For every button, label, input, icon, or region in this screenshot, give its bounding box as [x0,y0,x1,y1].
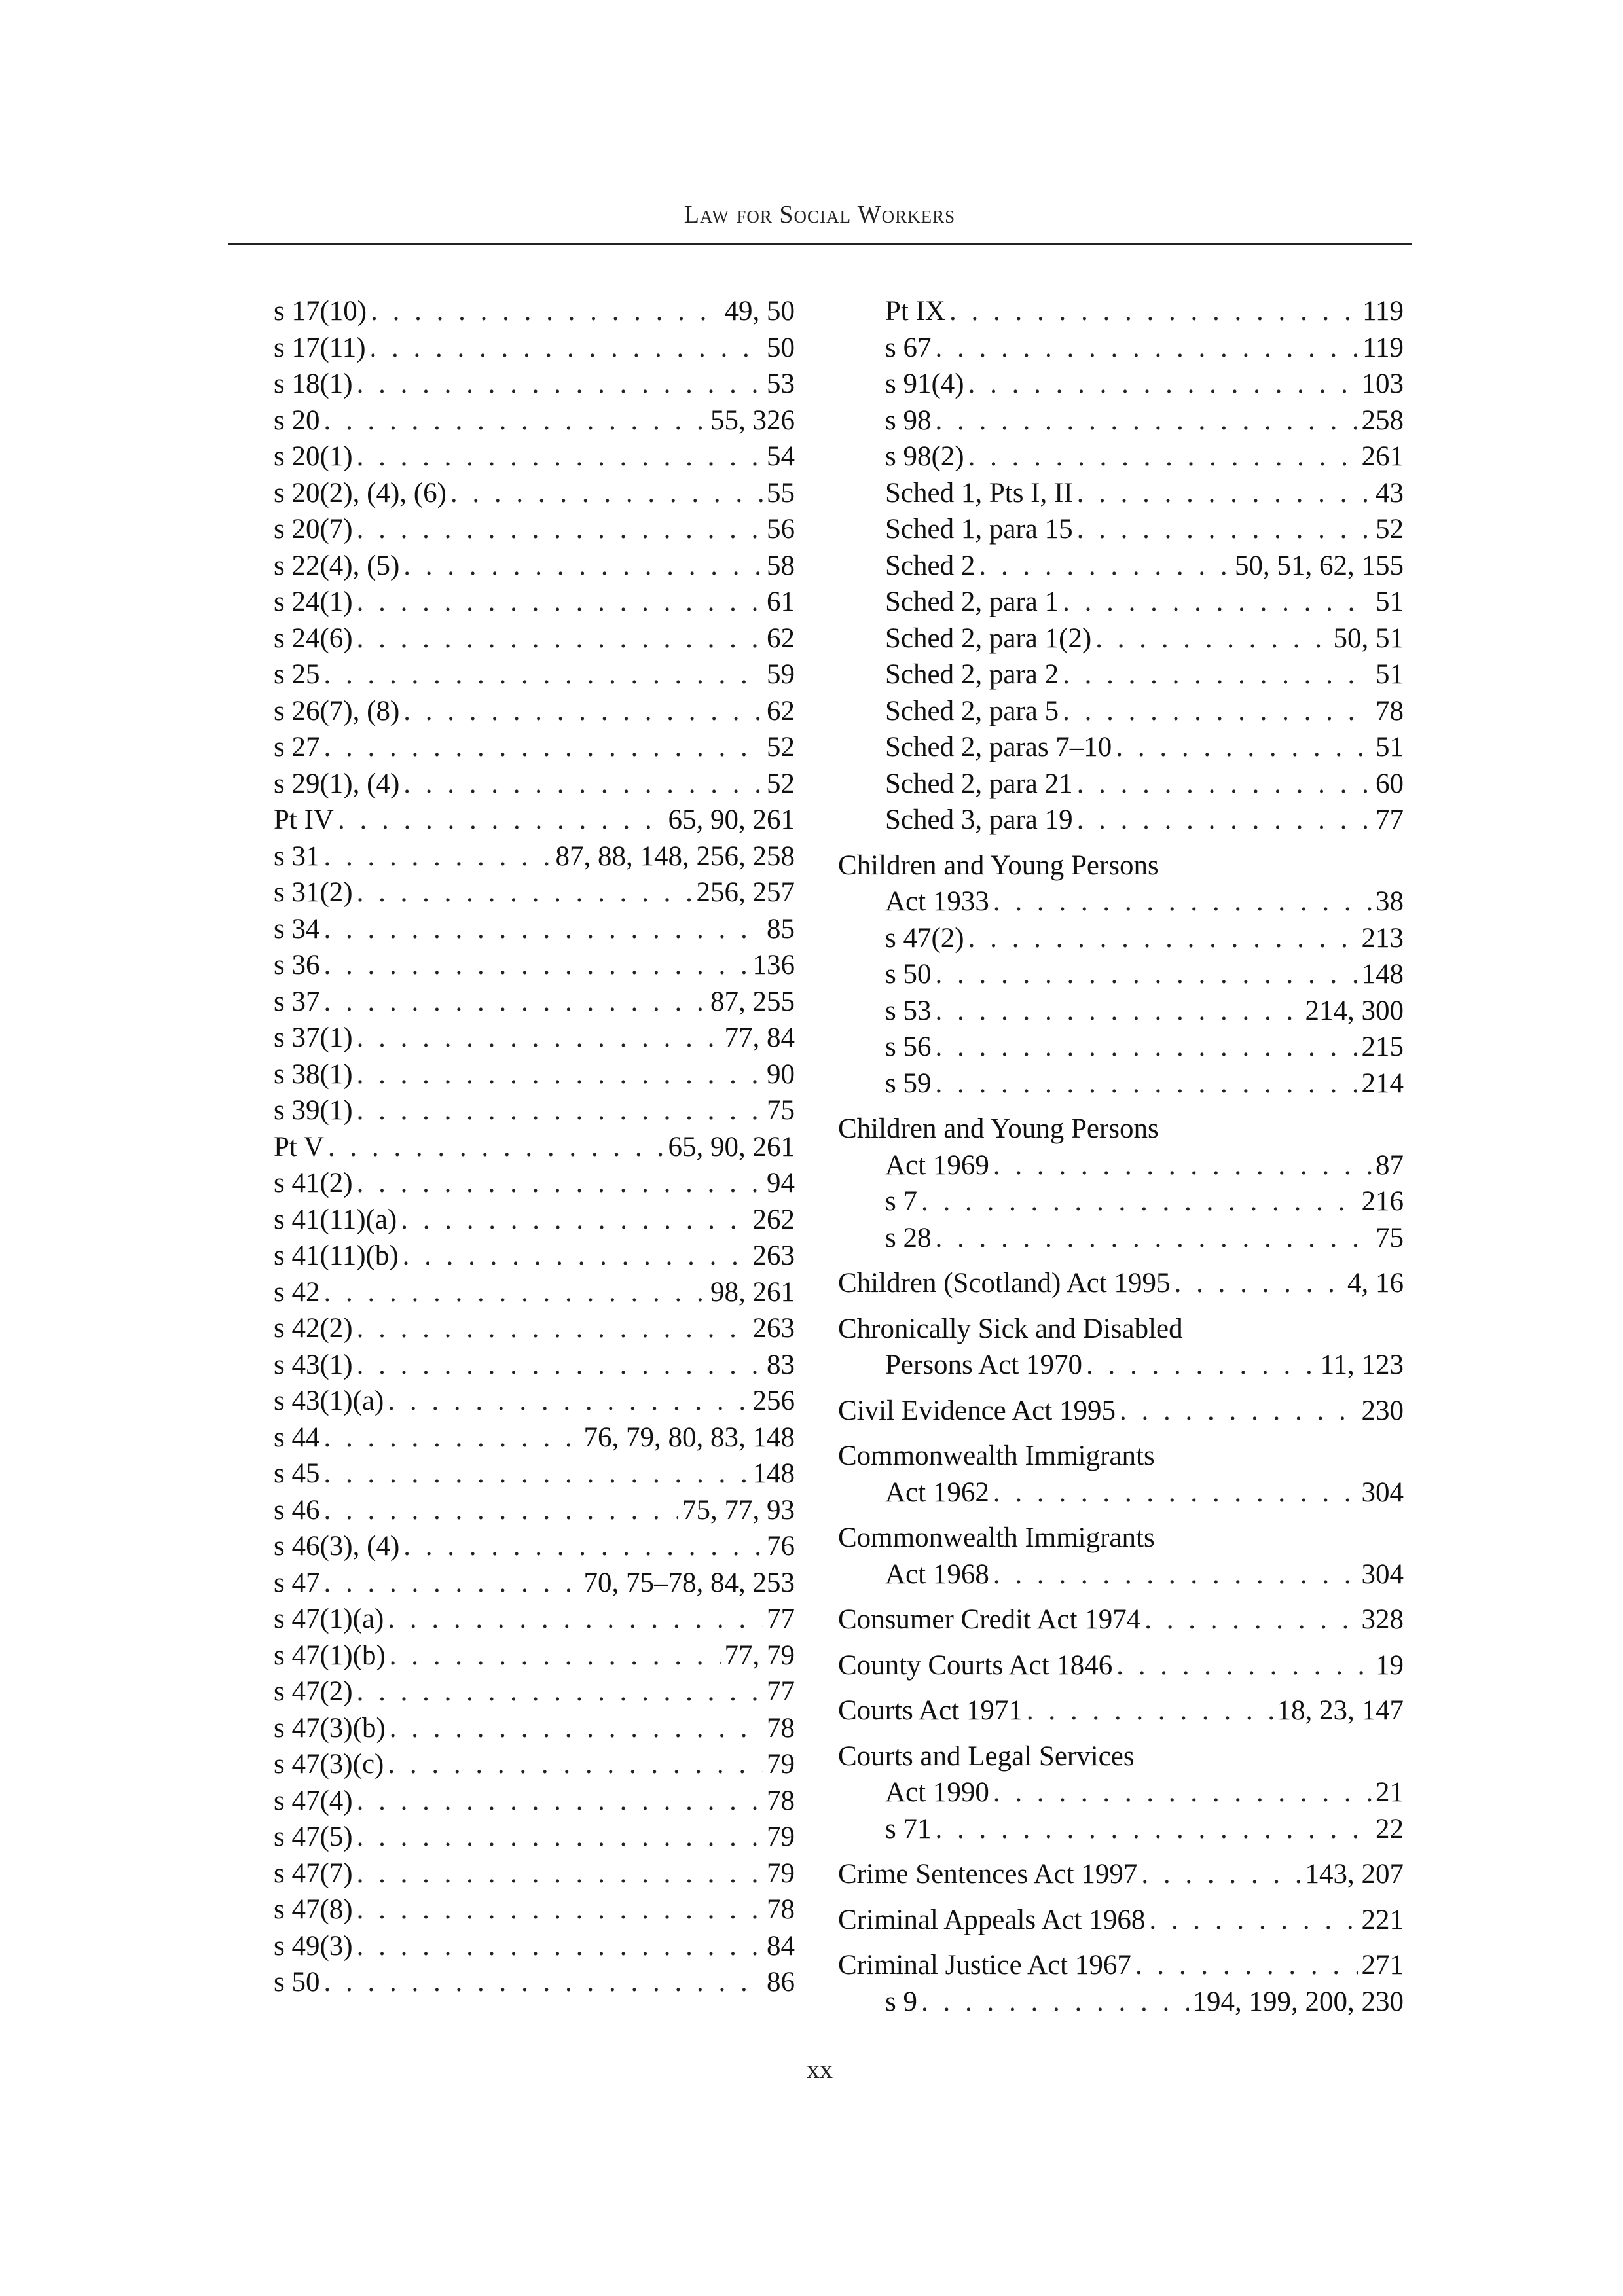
index-entry: Act 1962 . . . 304 [838,1475,1404,1511]
index-entry: s 24(6) . . . 62 [274,620,795,657]
index-entry: s 41(2) . . . 94 [274,1165,795,1202]
index-entry: s 39(1) . . . 75 [274,1092,795,1129]
index-column-left [274,293,795,2001]
index-entry: Sched 2, para 2 . . . 51 [838,656,1404,693]
index-entry: s 9 . . . 194, 199, 200, 230 [838,1984,1404,2020]
act-heading: Commonwealth Immigrants [838,1522,1155,1553]
index-entry: s 31(2) . . . 256, 257 [274,874,795,911]
index-entry: s 36 . . . 136 [274,947,795,984]
act-heading: Courts and Legal Services [838,1740,1135,1772]
act-heading: Commonwealth Immigrants [838,1441,1155,1471]
index-entry: Consumer Credit Act 1974 . . . 328 [838,1602,1404,1638]
index-entry: s 59 . . . 214 [838,1066,1404,1102]
header-rule [228,243,1412,245]
index-entry: Act 1933 . . . 38 [838,884,1404,920]
index-entry: s 56 . . . 215 [838,1029,1404,1066]
index-entry: s 20(1) . . . 54 [274,439,795,475]
index-entry: s 42 . . . 98, 261 [274,1274,795,1311]
index-entry: s 47(3)(c) . . . 79 [274,1746,795,1783]
index-entry: Criminal Appeals Act 1968 . . . 221 [838,1902,1404,1939]
index-entry: s 50 . . . 86 [274,1964,795,2001]
index-entry: Courts Act 1971 . . . 18, 23, 147 [838,1693,1404,1729]
index-entry: s 67 . . . 119 [838,330,1404,367]
index-entry: s 41(11)(b) . . . 263 [274,1238,795,1274]
index-entry: s 47(8) . . . 78 [274,1892,795,1928]
index-entry: s 29(1), (4) . . . 52 [274,766,795,802]
index-entry: s 20(7) . . . 56 [274,511,795,548]
index-entry: s 47 . . . 70, 75–78, 84, 253 [274,1565,795,1602]
index-entry: Act 1969 . . . 87 [838,1147,1404,1184]
index-entry: s 37(1) . . . 77, 84 [274,1020,795,1056]
index-entry: s 22(4), (5) . . . 58 [274,548,795,584]
index-entry: s 47(5) . . . 79 [274,1819,795,1856]
index-entry: Crime Sentences Act 1997 . . . 143, 207 [838,1856,1404,1893]
index-entry: s 31 . . . 87, 88, 148, 256, 258 [274,838,795,875]
index-entry: Children (Scotland) Act 1995 . . . 4, 16 [838,1265,1404,1302]
index-entry: Persons Act 1970 . . . 11, 123 [838,1347,1404,1384]
index-entry: s 42(2) . . . 263 [274,1310,795,1347]
act-heading: Children and Young Persons [838,1113,1159,1144]
index-entry: s 26(7), (8) . . . 62 [274,693,795,730]
index-entry: County Courts Act 1846 . . . 19 [838,1647,1404,1684]
index-entry: s 38(1) . . . 90 [274,1056,795,1093]
index-entry: s 34 . . . 85 [274,911,795,948]
index-entry: s 17(11) . . . 50 [274,330,795,367]
index-entry: s 43(1) . . . 83 [274,1347,795,1384]
page-number: xx [807,2054,833,2084]
index-entry: Civil Evidence Act 1995 . . . 230 [838,1393,1404,1429]
index-entry: Act 1968 . . . 304 [838,1556,1404,1593]
index-entry: s 50 . . . 148 [838,956,1404,993]
index-entry: Sched 2, para 1(2) . . . 50, 51 [838,620,1404,657]
index-entry: s 45 . . . 148 [274,1456,795,1492]
running-header: Law for Social Workers [684,201,956,228]
index-entry: s 47(1)(a) . . . 77 [274,1601,795,1638]
index-entry: Pt IV . . . 65, 90, 261 [274,802,795,838]
index-entry: s 20 . . . 55, 326 [274,403,795,439]
index-entry: Pt V . . . 65, 90, 261 [274,1129,795,1166]
index-entry: Pt IX . . . 119 [838,293,1404,330]
index-entry: s 27 . . . 52 [274,729,795,766]
index-entry: s 47(1)(b) . . . 77, 79 [274,1638,795,1674]
index-entry: s 41(11)(a) . . . 262 [274,1202,795,1238]
index-entry: Sched 2 . . . 50, 51, 62, 155 [838,548,1404,584]
index-entry: s 44 . . . 76, 79, 80, 83, 148 [274,1420,795,1456]
index-entry: s 20(2), (4), (6) . . . 55 [274,475,795,512]
index-entry: Sched 2, paras 7–10 . . . 51 [838,729,1404,766]
index-entry: s 17(10) . . . 49, 50 [274,293,795,330]
index-entry: Sched 1, para 15 . . . 52 [838,511,1404,548]
index-entry: s 43(1)(a) . . . 256 [274,1383,795,1420]
act-heading: Chronically Sick and Disabled [838,1313,1183,1344]
index-entry: s 46(3), (4) . . . 76 [274,1528,795,1565]
index-entry: s 18(1) . . . 53 [274,366,795,403]
index-entry: s 98(2) . . . 261 [838,439,1404,475]
index-entry: Criminal Justice Act 1967 . . . 271 [838,1947,1404,1984]
index-entry: s 47(2) . . . 213 [838,920,1404,957]
index-entry: s 7 . . . 216 [838,1183,1404,1220]
index-entry: Act 1990 . . . 21 [838,1774,1404,1811]
index-entry: s 24(1) . . . 61 [274,584,795,620]
index-entry: s 47(3)(b) . . . 78 [274,1710,795,1747]
index-entry: Sched 2, para 5 . . . 78 [838,693,1404,730]
index-entry: s 28 . . . 75 [838,1220,1404,1257]
index-entry: s 37 . . . 87, 255 [274,984,795,1020]
index-entry: Sched 2, para 1 . . . 51 [838,584,1404,620]
index-entry: s 46 . . . 75, 77, 93 [274,1492,795,1529]
index-entry: Sched 1, Pts I, II . . . 43 [838,475,1404,512]
index-entry: s 47(2) . . . 77 [274,1674,795,1710]
index-entry: s 91(4) . . . 103 [838,366,1404,403]
index-entry: s 47(4) . . . 78 [274,1783,795,1820]
index-entry: Sched 2, para 21 . . . 60 [838,766,1404,802]
index-entry: s 71 . . . 22 [838,1811,1404,1848]
act-heading: Children and Young Persons [838,850,1159,881]
index-entry: s 47(7) . . . 79 [274,1856,795,1892]
index-entry: Sched 3, para 19 . . . 77 [838,802,1404,838]
index-entry: s 49(3) . . . 84 [274,1928,795,1965]
index-entry: s 25 . . . 59 [274,656,795,693]
index-column-right [838,293,1404,2020]
index-entry: s 98 . . . 258 [838,403,1404,439]
index-entry: s 53 . . . 214, 300 [838,993,1404,1030]
